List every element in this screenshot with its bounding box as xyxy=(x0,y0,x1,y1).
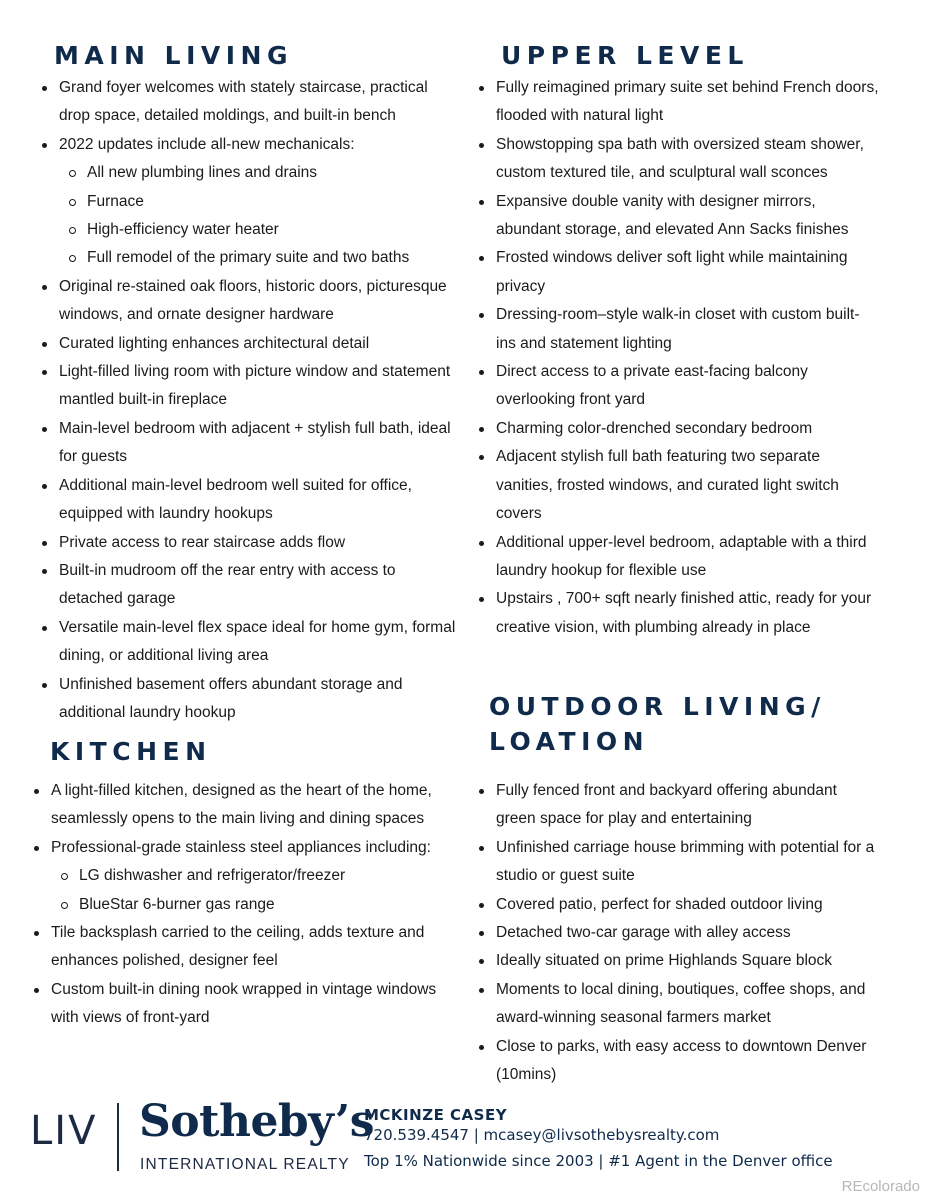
list-item: Direct access to a private east-facing balcony overlooking front yard xyxy=(479,358,879,415)
list-item: Upstairs , 700+ sqft nearly finished attic, ready for your creative vision, with plumbing already in place xyxy=(479,585,879,642)
list-item: Additional main-level bedroom well suited for office, equipped with laundry hookups xyxy=(42,472,462,529)
list-item: Main-level bedroom with adjacent + stylish full bath, ideal for guests xyxy=(42,415,462,472)
logo-divider xyxy=(117,1103,119,1171)
list-item: Close to parks, with easy access to downtown Denver (10mins) xyxy=(479,1033,879,1090)
list-item: Custom built-in dining nook wrapped in vintage windows with views of front-yard xyxy=(34,976,464,1033)
sub-list-item: Full remodel of the primary suite and two baths xyxy=(42,244,462,272)
upper-level-list xyxy=(479,74,879,642)
liv-logo: LIV xyxy=(30,1108,98,1154)
sothebys-logo: Sotheby’s xyxy=(139,1096,374,1147)
recolorado-watermark: REcolorado xyxy=(841,1178,920,1195)
list-item: Versatile main-level flex space ideal for home gym, formal dining, or additional living area xyxy=(42,614,462,671)
list-item: Professional-grade stainless steel appliances including: xyxy=(34,834,464,862)
list-item: Fully reimagined primary suite set behind French doors, flooded with natural light xyxy=(479,74,879,131)
list-item: Fully fenced front and backyard offering abundant green space for play and entertaining xyxy=(479,777,879,834)
list-item: Ideally situated on prime Highlands Square block xyxy=(479,947,879,975)
main-living-list xyxy=(42,74,462,727)
sub-list-item: BlueStar 6-burner gas range xyxy=(34,891,464,919)
list-item: Tile backsplash carried to the ceiling, adds texture and enhances polished, designer feel xyxy=(34,919,464,976)
international-realty-logo: INTERNATIONAL REALTY xyxy=(140,1156,350,1173)
list-item: Charming color-drenched secondary bedroom xyxy=(479,415,879,443)
list-item: Additional upper-level bedroom, adaptable with a third laundry hookup for flexible use xyxy=(479,529,879,586)
sub-list-item: High-efficiency water heater xyxy=(42,216,462,244)
main-living-heading: MAIN LIVING xyxy=(54,41,293,70)
upper-level-heading: UPPER LEVEL xyxy=(501,41,749,70)
list-item: Unfinished basement offers abundant storage and additional laundry hookup xyxy=(42,671,462,728)
kitchen-list xyxy=(34,777,464,1033)
list-item: Moments to local dining, boutiques, coffee shops, and award-winning seasonal farmers market xyxy=(479,976,879,1033)
agent-name: MCKINZE CASEY xyxy=(364,1106,508,1124)
list-item: Built-in mudroom off the rear entry with access to detached garage xyxy=(42,557,462,614)
agent-contact: 720.539.4547 | mcasey@livsothebysrealty.com xyxy=(364,1126,720,1144)
kitchen-heading: KITCHEN xyxy=(50,737,212,766)
outdoor-heading-line1: OUTDOOR LIVING/ xyxy=(489,692,826,721)
list-item: Dressing-room–style walk-in closet with custom built-ins and statement lighting xyxy=(479,301,879,358)
list-item: Private access to rear staircase adds flow xyxy=(42,529,462,557)
list-item: Grand foyer welcomes with stately staircase, practical drop space, detailed moldings, and built-in bench xyxy=(42,74,462,131)
list-item: 2022 updates include all-new mechanicals: xyxy=(42,131,462,159)
agent-tagline: Top 1% Nationwide since 2003 | #1 Agent in the Denver office xyxy=(364,1152,833,1170)
list-item: Light-filled living room with picture window and statement mantled built-in fireplace xyxy=(42,358,462,415)
list-item: Detached two-car garage with alley access xyxy=(479,919,879,947)
sub-list-item: LG dishwasher and refrigerator/freezer xyxy=(34,862,464,890)
list-item: Expansive double vanity with designer mirrors, abundant storage, and elevated Ann Sacks finishes xyxy=(479,188,879,245)
list-item: Frosted windows deliver soft light while maintaining privacy xyxy=(479,244,879,301)
outdoor-heading-line2: LOATION xyxy=(489,727,650,756)
list-item: Curated lighting enhances architectural detail xyxy=(42,330,462,358)
sub-list-item: All new plumbing lines and drains xyxy=(42,159,462,187)
list-item: Showstopping spa bath with oversized steam shower, custom textured tile, and sculptural wall sconces xyxy=(479,131,879,188)
outdoor-list xyxy=(479,777,879,1089)
list-item: Original re-stained oak floors, historic doors, picturesque windows, and ornate designer hardware xyxy=(42,273,462,330)
list-item: Unfinished carriage house brimming with potential for a studio or guest suite xyxy=(479,834,879,891)
list-item: A light-filled kitchen, designed as the heart of the home, seamlessly opens to the main living and dining spaces xyxy=(34,777,464,834)
sub-list-item: Furnace xyxy=(42,188,462,216)
list-item: Adjacent stylish full bath featuring two separate vanities, frosted windows, and curated light switch covers xyxy=(479,443,879,528)
list-item: Covered patio, perfect for shaded outdoor living xyxy=(479,891,879,919)
